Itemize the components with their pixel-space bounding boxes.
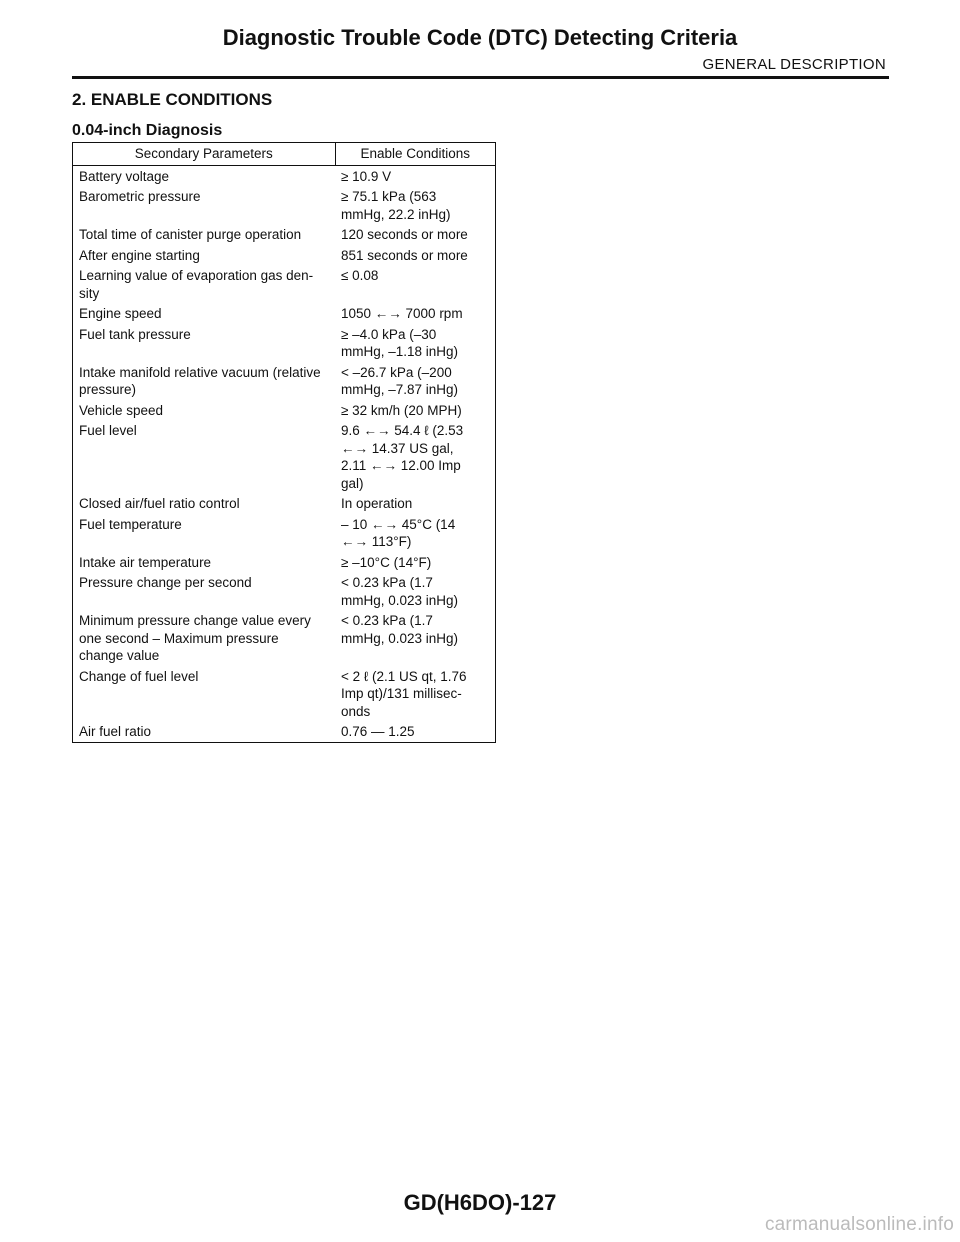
condition-cell: – 10 ←→ 45°C (14 ←→ 113°F) bbox=[335, 514, 496, 552]
table-row bbox=[73, 186, 496, 224]
page-number: GD(H6DO)-127 bbox=[403, 1190, 557, 1215]
table-row bbox=[73, 265, 496, 303]
parameter-cell: Engine speed bbox=[73, 303, 336, 324]
header-rule bbox=[72, 76, 889, 79]
parameter-cell: Closed air/fuel ratio control bbox=[73, 493, 336, 514]
enable-conditions-table bbox=[72, 142, 496, 743]
parameter-cell: Total time of canister purge operation bbox=[73, 224, 336, 245]
condition-cell: ≤ 0.08 bbox=[335, 265, 496, 303]
table-row bbox=[73, 493, 496, 514]
parameter-cell: Fuel temperature bbox=[73, 514, 336, 552]
table-heading: 0.04-inch Diagnosis bbox=[72, 122, 223, 139]
parameter-cell: Learning value of evaporation gas den- sity bbox=[73, 265, 336, 303]
column-header-conditions: Enable Conditions bbox=[335, 143, 496, 166]
table-row bbox=[73, 303, 496, 324]
section-heading: 2. ENABLE CONDITIONS bbox=[72, 90, 273, 109]
condition-cell: 851 seconds or more bbox=[335, 245, 496, 266]
table-row bbox=[73, 514, 496, 552]
condition-cell: ≥ 32 km/h (20 MPH) bbox=[335, 400, 496, 421]
column-header-parameters: Secondary Parameters bbox=[73, 143, 336, 166]
table-row bbox=[73, 245, 496, 266]
condition-cell: 0.76 — 1.25 bbox=[335, 721, 496, 742]
table-header-row bbox=[73, 143, 496, 166]
condition-cell: 120 seconds or more bbox=[335, 224, 496, 245]
condition-cell: 1050 ←→ 7000 rpm bbox=[335, 303, 496, 324]
condition-cell: < 2 ℓ (2.1 US qt, 1.76 Imp qt)/131 millisec- onds bbox=[335, 666, 496, 722]
parameter-cell: Fuel tank pressure bbox=[73, 324, 336, 362]
table-row bbox=[73, 362, 496, 400]
table-row bbox=[73, 721, 496, 742]
parameter-cell: Intake air temperature bbox=[73, 552, 336, 573]
parameter-cell: Vehicle speed bbox=[73, 400, 336, 421]
table-row bbox=[73, 572, 496, 610]
condition-cell: ≥ –4.0 kPa (–30 mmHg, –1.18 inHg) bbox=[335, 324, 496, 362]
condition-cell: < –26.7 kPa (–200 mmHg, –7.87 inHg) bbox=[335, 362, 496, 400]
section-tag: GENERAL DESCRIPTION bbox=[702, 56, 886, 73]
parameter-cell: Intake manifold relative vacuum (relative pressure) bbox=[73, 362, 336, 400]
parameter-cell: Air fuel ratio bbox=[73, 721, 336, 742]
parameter-cell: Battery voltage bbox=[73, 165, 336, 186]
document-title: Diagnostic Trouble Code (DTC) Detecting Criteria bbox=[222, 25, 738, 50]
condition-cell: 9.6 ←→ 54.4 ℓ (2.53 ←→ 14.37 US gal, 2.11 ←→ 12.00 Imp gal) bbox=[335, 420, 496, 493]
table-row bbox=[73, 224, 496, 245]
parameter-cell: After engine starting bbox=[73, 245, 336, 266]
table-body bbox=[73, 165, 496, 742]
table-row bbox=[73, 666, 496, 722]
parameter-cell: Barometric pressure bbox=[73, 186, 336, 224]
table-row bbox=[73, 400, 496, 421]
table-row bbox=[73, 610, 496, 666]
condition-cell: < 0.23 kPa (1.7 mmHg, 0.023 inHg) bbox=[335, 610, 496, 666]
condition-cell: < 0.23 kPa (1.7 mmHg, 0.023 inHg) bbox=[335, 572, 496, 610]
table-row bbox=[73, 324, 496, 362]
condition-cell: ≥ 75.1 kPa (563 mmHg, 22.2 inHg) bbox=[335, 186, 496, 224]
table-row bbox=[73, 552, 496, 573]
condition-cell: In operation bbox=[335, 493, 496, 514]
parameter-cell: Minimum pressure change value every one second – Maximum pressure change value bbox=[73, 610, 336, 666]
watermark-url: carmanualsonline.info bbox=[764, 1214, 954, 1235]
table-row bbox=[73, 165, 496, 186]
parameter-cell: Pressure change per second bbox=[73, 572, 336, 610]
condition-cell: ≥ 10.9 V bbox=[335, 165, 496, 186]
table-row bbox=[73, 420, 496, 493]
parameter-cell: Fuel level bbox=[73, 420, 336, 493]
parameter-cell: Change of fuel level bbox=[73, 666, 336, 722]
condition-cell: ≥ –10°C (14°F) bbox=[335, 552, 496, 573]
